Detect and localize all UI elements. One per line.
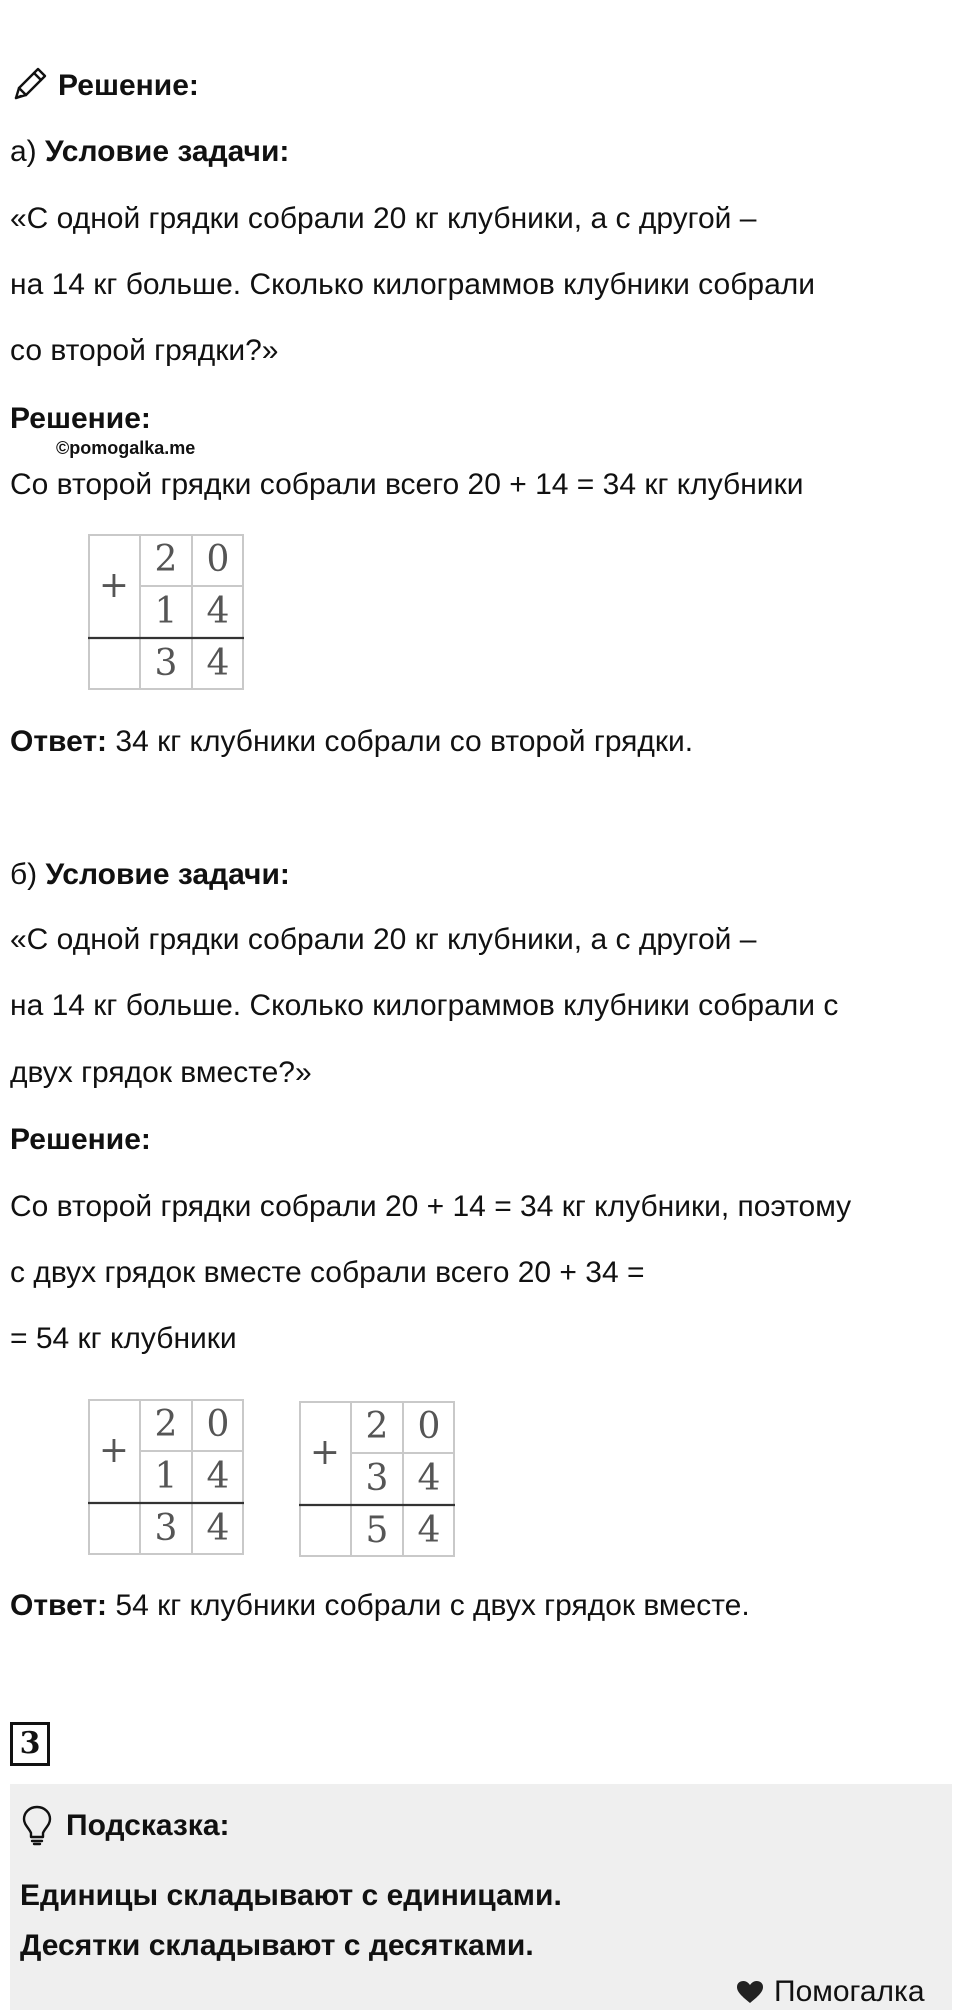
part-b-condition-label: Условие задачи:: [45, 858, 290, 891]
calc-digit: 4: [417, 1458, 441, 1499]
task-number-badge: 3: [10, 1722, 50, 1766]
calc-digit: 4: [206, 1456, 230, 1497]
calc-result-digit: 3: [154, 643, 178, 684]
part-b-solution-line-1: Со второй грядки собрали 20 + 14 = 34 кг клубники, поэтому: [10, 1190, 852, 1223]
part-a-answer: [10, 724, 693, 760]
part-a-prefix: а): [10, 135, 37, 168]
part-b-condition-line-1: «С одной грядки собрали 20 кг клубники, а с другой –: [10, 923, 757, 956]
lightbulb-icon: [20, 1804, 54, 1846]
part-a-condition-line-1: «С одной грядки собрали 20 кг клубники, а с другой –: [10, 202, 757, 235]
part-b-solution-line-2: с двух грядок вместе собрали всего 20 + 34 =: [10, 1256, 645, 1289]
hint-line-2: Десятки складывают с десятками.: [20, 1929, 534, 1962]
pencil-icon: [10, 64, 50, 104]
part-b-answer-label: Ответ:: [10, 1589, 108, 1622]
solution-heading: Решение:: [58, 69, 199, 102]
part-b-condition-heading: [10, 857, 290, 893]
brand-label: Помогалка: [774, 1975, 925, 2008]
hint-box: [10, 1784, 952, 2010]
part-b-solution-line-3: = 54 кг клубники: [10, 1322, 237, 1355]
calc-digit: 4: [206, 591, 230, 632]
hint-line-1: Единицы складывают с единицами.: [20, 1879, 562, 1912]
calc-result-digit: 4: [206, 643, 230, 684]
part-a-condition-heading: [10, 134, 289, 170]
calc-digit: 2: [154, 539, 178, 580]
calc-digit: 0: [206, 539, 230, 580]
part-a-solution-line-1: Со второй грядки собрали всего 20 + 14 = 34 кг клубники: [10, 468, 804, 501]
watermark: ©pomogalka.me: [56, 438, 196, 458]
calc-result-digit: 4: [206, 1508, 230, 1549]
part-b-solution-label: Решение:: [10, 1123, 151, 1156]
calc-operator: +: [98, 565, 130, 606]
calc-result-digit: 5: [365, 1510, 389, 1551]
hint-label: Подсказка:: [66, 1809, 230, 1842]
part-a-column-addition: [88, 534, 244, 690]
calc-digit: 0: [206, 1404, 230, 1445]
part-a-solution-label: Решение:: [10, 402, 151, 435]
part-a-answer-text: 34 кг клубники собрали со второй грядки.: [115, 725, 694, 758]
part-b-column-addition-1: [88, 1399, 244, 1555]
part-a-condition-line-2: на 14 кг больше. Сколько килограммов клубники собрали: [10, 268, 816, 301]
heart-icon: [736, 1980, 764, 2004]
calc-digit: 3: [365, 1458, 389, 1499]
part-b-answer: [10, 1588, 750, 1624]
calc-digit: 2: [154, 1404, 178, 1445]
part-a-answer-label: Ответ:: [10, 725, 108, 758]
calc-result-digit: 4: [417, 1510, 441, 1551]
calc-digit: 1: [154, 1456, 178, 1497]
part-a-condition-label: Условие задачи:: [45, 135, 290, 168]
part-b-condition-line-3: двух грядок вместе?»: [10, 1056, 312, 1089]
calc-digit: 1: [154, 591, 178, 632]
part-b-condition-line-2: на 14 кг больше. Сколько килограммов клубники собрали с: [10, 989, 839, 1022]
part-b-answer-text: 54 кг клубники собрали с двух грядок вместе.: [115, 1589, 750, 1622]
calc-operator: +: [98, 1430, 130, 1471]
calc-digit: 0: [417, 1406, 441, 1447]
part-b-prefix: б): [10, 858, 38, 891]
calc-operator: +: [309, 1432, 341, 1473]
calc-digit: 2: [365, 1406, 389, 1447]
part-b-column-addition-2: [299, 1401, 455, 1557]
calc-result-digit: 3: [154, 1508, 178, 1549]
part-a-condition-line-3: со второй грядки?»: [10, 334, 279, 367]
